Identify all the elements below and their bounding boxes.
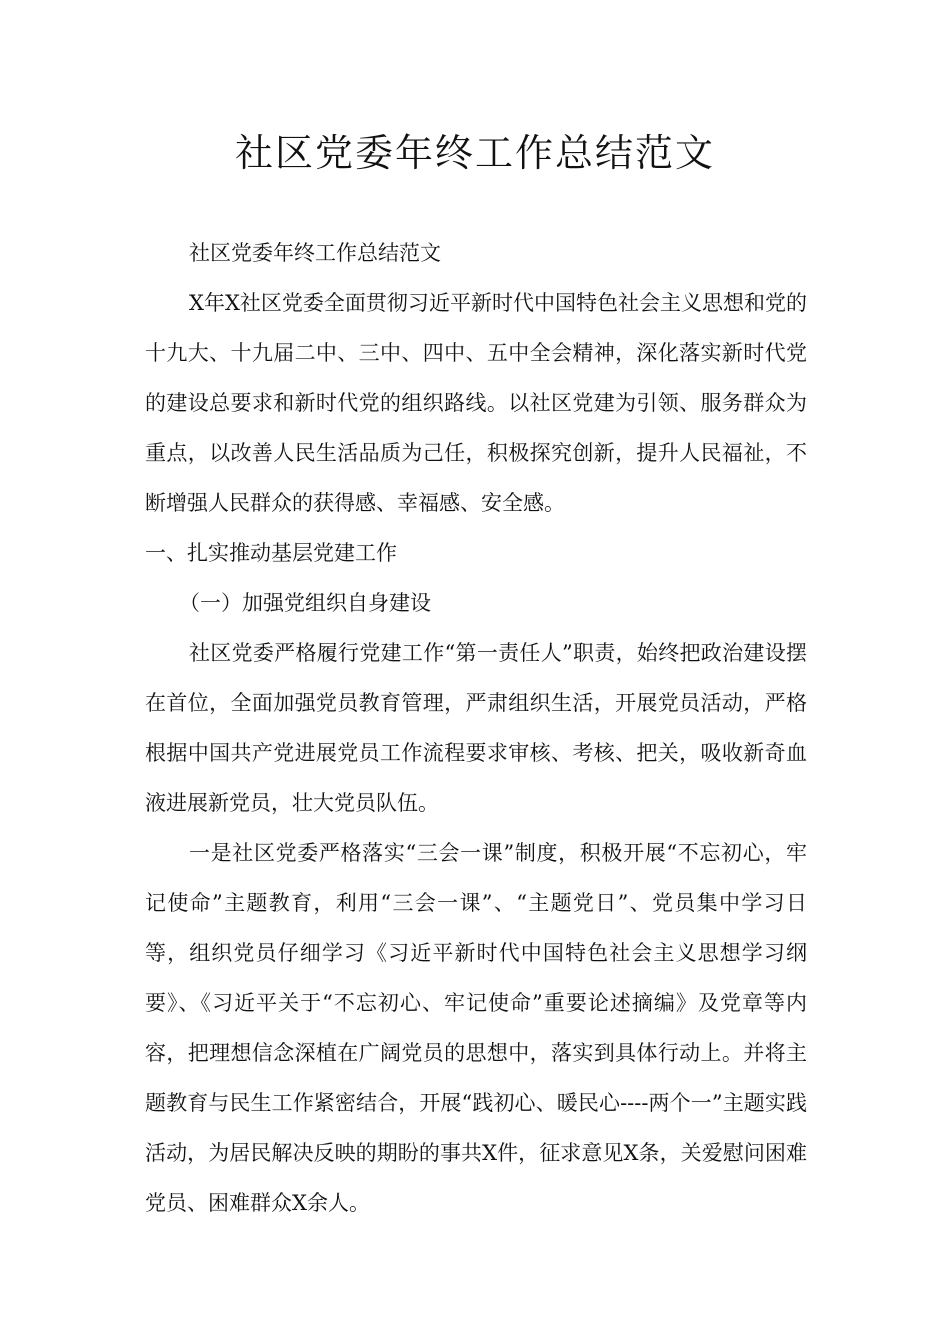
body-paragraph: 社区党委严格履行党建工作“第一责任人”职责，始终把政治建设摆在首位，全面加强党员教育管理，严肃组织生活，开展党员活动，严格根据中国共产党进展党员工作流程要求审核、考核、把关，吸收新奇血液进展新党员，壮大党员队伍。 (145, 641, 807, 815)
intro-paragraph: X年X社区党委全面贯彻习近平新时代中国特色社会主义思想和党的十九大、十九届二中、三中、四中、五中全会精神，深化落实新时代党的建设总要求和新时代党的组织路线。以社区党建为引领、服务群众为重点，以改善人民生活品质为己任，积极探究创新，提升人民福祉，不断增强人民群众的获得感、幸福感、安全感。 (145, 291, 807, 515)
subtitle-paragraph: 社区党委年终工作总结范文 (189, 241, 441, 265)
document-title: 社区党委年终工作总结范文 (234, 131, 715, 175)
body-paragraph: 一是社区党委严格落实“三会一课”制度，积极开展“不忘初心，牢记使命”主题教育，利用“三会一课”、“主题党日”、党员集中学习日等，组织党员仔细学习《习近平新时代中国特色社会主义思想学习纲要》、《习近平关于“不忘初心、牢记使命”重要论述摘编》及党章等内容，把理想信念深植在广阔党员的思想中，落实到具体行动上。并将主题教育与民生工作紧密结合，开展“践初心、暖民心----两个一”主题实践活动，为居民解决反映的期盼的事共X件，征求意见X条，关爱慰问困难党员、困难群众X余人。 (145, 841, 807, 1215)
document-body (145, 228, 807, 1228)
subsection-heading: （一）加强党组织自身建设 (179, 591, 431, 615)
section-heading: 一、扎实推动基层党建工作 (145, 541, 397, 565)
